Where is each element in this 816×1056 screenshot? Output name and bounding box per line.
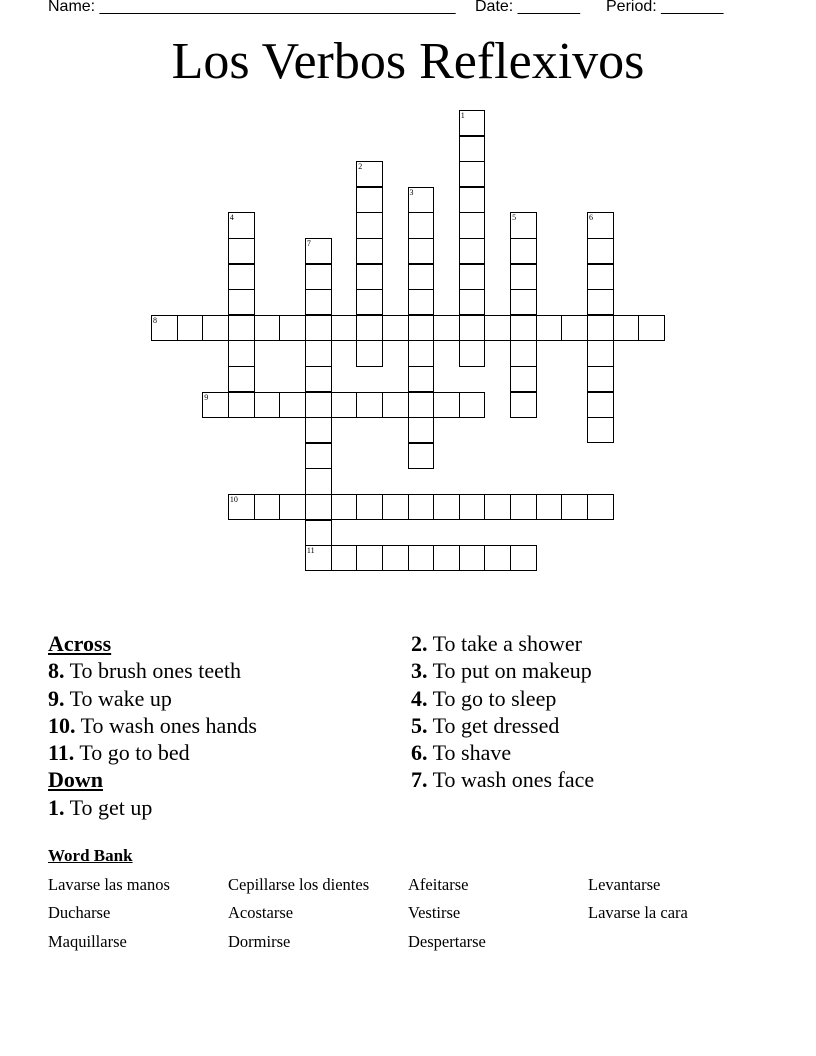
crossword-cell[interactable] xyxy=(408,392,435,418)
clue-number-label: 9 xyxy=(204,392,209,402)
clue-text: To wash ones face xyxy=(432,767,595,793)
clue-number: 11. xyxy=(48,740,75,766)
crossword-cell[interactable] xyxy=(228,264,255,290)
crossword-cell[interactable] xyxy=(382,494,409,520)
word-bank-item: Levantarse xyxy=(588,875,661,894)
crossword-cell[interactable] xyxy=(459,545,486,571)
crossword-cell[interactable] xyxy=(510,392,537,418)
clue-down-5 xyxy=(411,712,771,739)
crossword-cell[interactable] xyxy=(408,443,435,469)
down-heading: Down xyxy=(48,767,104,793)
clue-number: 2. xyxy=(411,631,428,656)
word-bank-item: Maquillarse xyxy=(48,932,127,951)
crossword-cell[interactable] xyxy=(459,136,486,162)
crossword-cell[interactable] xyxy=(408,238,435,264)
crossword-cell[interactable] xyxy=(305,520,332,546)
crossword-cell[interactable] xyxy=(382,315,409,341)
clue-text: To brush ones teeth xyxy=(69,658,241,684)
crossword-cell[interactable] xyxy=(510,238,537,264)
crossword-cell[interactable] xyxy=(587,494,614,520)
across-heading: Across xyxy=(48,631,112,656)
crossword-cell[interactable] xyxy=(228,212,255,238)
word-bank-title: Word Bank xyxy=(48,846,133,865)
crossword-cell[interactable] xyxy=(202,392,229,418)
crossword-cell[interactable] xyxy=(254,315,281,341)
clue-across-11 xyxy=(48,739,408,766)
word-bank-item: Cepillarse los dientes xyxy=(228,875,370,894)
crossword-cell[interactable] xyxy=(587,238,614,264)
name-field[interactable]: Name: ________________________________________ xyxy=(48,0,456,15)
crossword-cell[interactable] xyxy=(433,494,460,520)
crossword-cell[interactable] xyxy=(433,545,460,571)
crossword-cell[interactable] xyxy=(408,187,435,213)
crossword-cell[interactable] xyxy=(305,238,332,264)
clue-number: 6. xyxy=(411,740,428,766)
word-bank-item: Vestirse xyxy=(408,903,461,922)
clue-across-10 xyxy=(48,712,408,739)
crossword-cell[interactable] xyxy=(408,264,435,290)
clue-number: 3. xyxy=(411,658,428,684)
crossword-cell[interactable] xyxy=(536,494,563,520)
clue-down-2 xyxy=(411,630,771,657)
crossword-cell[interactable] xyxy=(356,212,383,238)
crossword-cell[interactable] xyxy=(638,315,665,341)
crossword-cell[interactable] xyxy=(305,392,332,418)
crossword-cell[interactable] xyxy=(561,315,588,341)
crossword-cell[interactable] xyxy=(228,366,255,392)
crossword-cell[interactable] xyxy=(408,289,435,315)
crossword-cell[interactable] xyxy=(356,187,383,213)
page-title: Los Verbos Reflexivos xyxy=(171,33,645,90)
crossword-cell[interactable] xyxy=(279,315,306,341)
crossword-cell[interactable] xyxy=(305,494,332,520)
clue-text: To shave xyxy=(432,740,512,766)
crossword-cell[interactable] xyxy=(331,392,358,418)
word-bank-item: Dormirse xyxy=(228,932,291,951)
crossword-cell[interactable] xyxy=(587,212,614,238)
word-bank-item: Ducharse xyxy=(48,903,111,922)
crossword-cell[interactable] xyxy=(587,315,614,341)
clue-down-1 xyxy=(48,794,408,821)
crossword-cell[interactable] xyxy=(228,340,255,366)
crossword-cell[interactable] xyxy=(484,315,511,341)
crossword-cell[interactable] xyxy=(228,392,255,418)
crossword-cell[interactable] xyxy=(459,289,486,315)
crossword-cell[interactable] xyxy=(510,366,537,392)
crossword-cell[interactable] xyxy=(356,392,383,418)
crossword-cell[interactable] xyxy=(356,238,383,264)
crossword-cell[interactable] xyxy=(459,110,486,136)
crossword-cell[interactable] xyxy=(433,315,460,341)
crossword-cell[interactable] xyxy=(356,289,383,315)
clue-number-label: 4 xyxy=(229,213,234,223)
crossword-cell[interactable] xyxy=(408,545,435,571)
crossword-cell[interactable] xyxy=(382,545,409,571)
clue-text: To put on makeup xyxy=(432,658,592,684)
crossword-cell[interactable] xyxy=(356,264,383,290)
crossword-cell[interactable] xyxy=(587,264,614,290)
crossword-cell[interactable] xyxy=(587,340,614,366)
crossword-cell[interactable] xyxy=(356,161,383,187)
clues-right-column xyxy=(411,630,771,794)
crossword-cell[interactable] xyxy=(408,212,435,238)
clue-across-8 xyxy=(48,657,408,684)
clue-number-label: 7 xyxy=(306,239,311,248)
clue-number: 1. xyxy=(48,794,65,820)
crossword-cell[interactable] xyxy=(305,289,332,315)
clue-text: To wash ones hands xyxy=(80,712,257,738)
crossword-cell[interactable] xyxy=(510,494,537,520)
crossword-cell[interactable] xyxy=(510,340,537,366)
clue-number-label: 10 xyxy=(229,495,238,504)
crossword-cell[interactable] xyxy=(356,315,383,341)
clue-number-label: 1 xyxy=(460,111,465,120)
date-field[interactable]: Date: _______ xyxy=(475,0,580,15)
crossword-cell[interactable] xyxy=(408,366,435,392)
clue-text: To go to sleep xyxy=(432,685,557,711)
period-field[interactable]: Period: _______ xyxy=(606,0,724,15)
crossword-cell[interactable] xyxy=(279,392,306,418)
crossword-cell[interactable] xyxy=(510,545,537,571)
crossword-cell[interactable] xyxy=(459,340,486,366)
clue-across-9 xyxy=(48,685,408,712)
crossword-cell[interactable] xyxy=(484,494,511,520)
word-bank-item: Lavarse las manos xyxy=(48,875,170,894)
crossword-cell[interactable] xyxy=(279,494,306,520)
crossword-cell[interactable] xyxy=(408,340,435,366)
crossword-cell[interactable] xyxy=(408,494,435,520)
clue-number-label: 6 xyxy=(589,213,593,223)
clue-number: 4. xyxy=(411,685,428,711)
crossword-cell[interactable] xyxy=(305,315,332,341)
crossword-cell[interactable] xyxy=(587,366,614,392)
crossword-cell[interactable] xyxy=(331,494,358,520)
clue-number-label: 5 xyxy=(512,213,517,223)
clue-text: To take a shower xyxy=(432,631,582,656)
crossword-cell[interactable] xyxy=(484,545,511,571)
clue-down-7 xyxy=(411,766,771,793)
clue-number: 7. xyxy=(411,767,428,793)
crossword-cell[interactable] xyxy=(356,545,383,571)
crossword-cell[interactable] xyxy=(433,392,460,418)
crossword-cell[interactable] xyxy=(202,315,229,341)
crossword-cell[interactable] xyxy=(613,315,640,341)
crossword-cell[interactable] xyxy=(561,494,588,520)
crossword-cell[interactable] xyxy=(305,340,332,366)
clue-number-label: 3 xyxy=(409,187,414,197)
crossword-cell[interactable] xyxy=(408,315,435,341)
crossword-cell[interactable] xyxy=(177,315,204,341)
clue-text: To get up xyxy=(69,794,153,820)
crossword-cell[interactable] xyxy=(408,417,435,443)
crossword-cell[interactable] xyxy=(459,264,486,290)
crossword-cell[interactable] xyxy=(305,545,332,571)
clue-number: 8. xyxy=(48,658,65,684)
crossword-cell[interactable] xyxy=(305,366,332,392)
crossword-cell[interactable] xyxy=(459,212,486,238)
crossword-cell[interactable] xyxy=(305,468,332,494)
clue-down-4 xyxy=(411,685,771,712)
crossword-cell[interactable] xyxy=(459,161,486,187)
crossword-cell[interactable] xyxy=(459,392,486,418)
crossword-cell[interactable] xyxy=(459,238,486,264)
word-bank-item: Acostarse xyxy=(228,903,294,922)
crossword-cell[interactable] xyxy=(510,212,537,238)
crossword-cell[interactable] xyxy=(305,264,332,290)
clues-left-column xyxy=(48,630,408,821)
crossword-cell[interactable] xyxy=(459,315,486,341)
crossword-cell[interactable] xyxy=(228,238,255,264)
crossword-cell[interactable] xyxy=(510,315,537,341)
crossword-cell[interactable] xyxy=(228,494,255,520)
crossword-cell[interactable] xyxy=(151,315,178,341)
crossword-cell[interactable] xyxy=(587,392,614,418)
crossword-cell[interactable] xyxy=(254,494,281,520)
word-bank-item: Afeitarse xyxy=(408,875,469,894)
crossword-cell[interactable] xyxy=(331,315,358,341)
crossword-cell[interactable] xyxy=(356,340,383,366)
clue-down-3 xyxy=(411,657,771,684)
clue-number-label: 8 xyxy=(153,315,157,325)
crossword-cell[interactable] xyxy=(510,264,537,290)
crossword-cell[interactable] xyxy=(382,392,409,418)
crossword-cell[interactable] xyxy=(305,417,332,443)
word-bank-item: Lavarse la cara xyxy=(588,903,688,922)
clue-number-label: 2 xyxy=(358,162,363,172)
clue-number-label: 11 xyxy=(306,546,315,556)
clue-text: To wake up xyxy=(69,685,172,711)
clue-text: To get dressed xyxy=(432,712,560,738)
clue-number: 10. xyxy=(48,712,76,738)
crossword-cell[interactable] xyxy=(331,545,358,571)
crossword-cell[interactable] xyxy=(459,187,486,213)
crossword-cell[interactable] xyxy=(587,289,614,315)
clue-text: To go to bed xyxy=(79,740,190,766)
clue-down-6 xyxy=(411,739,771,766)
crossword-cell[interactable] xyxy=(356,494,383,520)
crossword-cell[interactable] xyxy=(228,315,255,341)
word-bank-item: Despertarse xyxy=(408,932,486,951)
crossword-cell[interactable] xyxy=(305,443,332,469)
clue-number: 9. xyxy=(48,685,65,711)
crossword-cell[interactable] xyxy=(228,289,255,315)
clue-number: 5. xyxy=(411,712,428,738)
crossword-cell[interactable] xyxy=(510,289,537,315)
crossword-cell[interactable] xyxy=(254,392,281,418)
crossword-cell[interactable] xyxy=(459,494,486,520)
crossword-cell[interactable] xyxy=(587,417,614,443)
crossword-cell[interactable] xyxy=(536,315,563,341)
